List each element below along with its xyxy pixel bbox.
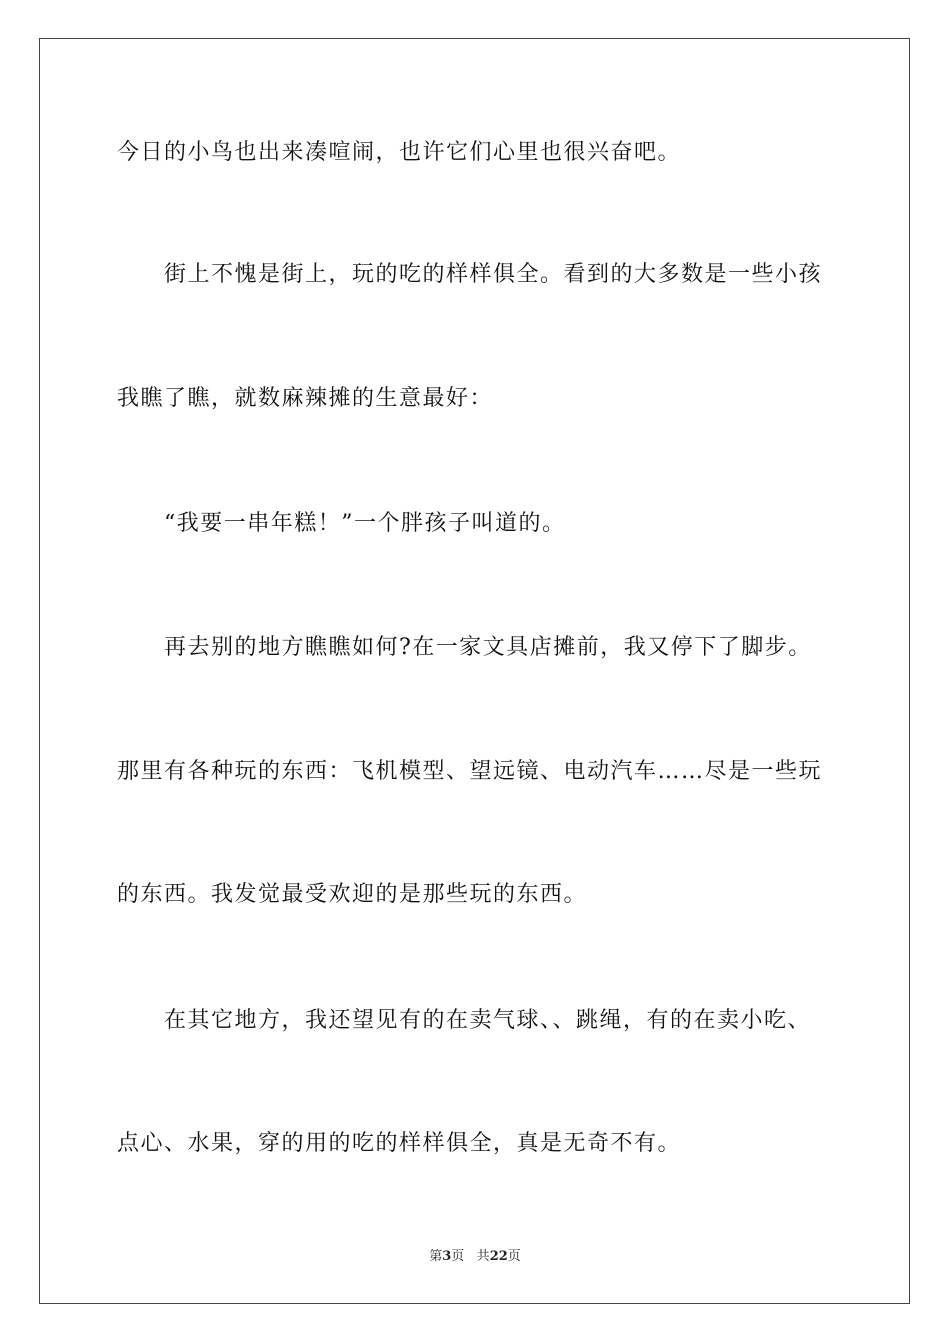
text-line-4: “我要一串年糕！”一个胖孩子叫道的。 (117, 511, 566, 536)
text-line-6: 那里有各种玩的东西：飞机模型、望远镜、电动汽车……尽是一些玩 (117, 759, 823, 784)
text-line-9: 点心、水果，穿的用的吃的样样俱全，真是无奇不有。 (117, 1131, 682, 1156)
text-line-7: 的东西。我发觉最受欢迎的是那些玩的东西。 (117, 882, 588, 907)
page-frame (39, 38, 910, 1304)
footer-total-prefix: 共 (476, 1249, 490, 1264)
footer-page-number: 3 (442, 1249, 452, 1264)
text-line-2: 街上不愧是街上，玩的吃的样样俱全。看到的大多数是一些小孩 (117, 262, 823, 287)
footer-page-suffix: 页 (451, 1249, 465, 1264)
footer-total-suffix: 页 (507, 1249, 521, 1264)
text-line-5: 再去别的地方瞧瞧如何?在一家文具店摊前，我又停下了脚步。 (117, 635, 812, 660)
text-line-1: 今日的小鸟也出来凑喧闹，也许它们心里也很兴奋吧。 (117, 140, 682, 165)
page-footer (0, 1248, 950, 1266)
footer-page-prefix: 第 (429, 1249, 443, 1264)
text-line-3: 我瞧了瞧，就数麻辣摊的生意最好： (117, 386, 494, 411)
text-line-8: 在其它地方，我还望见有的在卖气球、、跳绳，有的在卖小吃、 (117, 1008, 812, 1033)
footer-total-pages: 22 (489, 1249, 508, 1264)
